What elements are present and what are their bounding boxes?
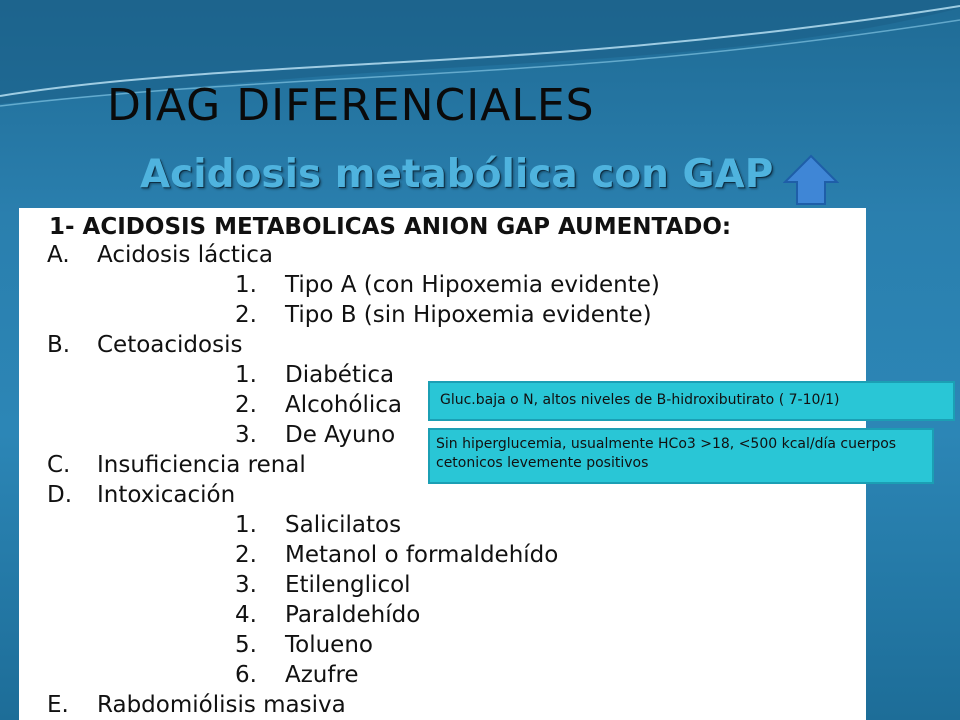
sub-item xyxy=(235,302,652,328)
sub-item xyxy=(235,632,373,658)
section-item xyxy=(47,332,242,358)
sub-item-label: Tipo A (con Hipoxemia evidente) xyxy=(285,272,660,298)
sub-item-marker: 6. xyxy=(235,662,257,688)
slide-subtitle: Acidosis metabólica con GAP xyxy=(140,152,774,197)
sub-item-marker: 2. xyxy=(235,392,257,418)
sub-item xyxy=(235,662,359,688)
section-label: Rabdomiólisis masiva xyxy=(97,692,346,718)
sub-item xyxy=(235,572,411,598)
section-label: Cetoacidosis xyxy=(97,332,243,358)
sub-item-label: Paraldehído xyxy=(285,602,421,628)
sub-item-label: Salicilatos xyxy=(285,512,402,538)
section-marker: B. xyxy=(47,332,71,358)
callout-alcoholic: Gluc.baja o N, altos niveles de B-hidroxibutirato ( 7-10/1) xyxy=(428,381,955,421)
sub-item-marker: 3. xyxy=(235,422,257,448)
sub-item-label: Alcohólica xyxy=(285,392,403,418)
sub-item-marker: 2. xyxy=(235,302,257,328)
sub-item-marker: 3. xyxy=(235,572,257,598)
sub-item xyxy=(235,362,394,388)
sub-item-marker: 2. xyxy=(235,542,257,568)
section-label: Acidosis láctica xyxy=(97,242,273,268)
sub-item-label: Diabética xyxy=(285,362,395,388)
sub-item-marker: 1. xyxy=(235,512,257,538)
section-item xyxy=(47,242,273,268)
sub-item-marker: 5. xyxy=(235,632,257,658)
callout-fasting: Sin hiperglucemia, usualmente HCo3 >18, <500 kcal/día cuerpos cetonicos levemente positivos xyxy=(428,428,934,484)
sub-item xyxy=(235,422,395,448)
sub-item-label: Tolueno xyxy=(285,632,373,658)
sub-item-label: Azufre xyxy=(285,662,359,688)
document-heading: 1- ACIDOSIS METABOLICAS ANION GAP AUMENTADO: xyxy=(49,214,732,240)
sub-item-label: Metanol o formaldehído xyxy=(285,542,559,568)
sub-item xyxy=(235,542,558,568)
section-label: Intoxicación xyxy=(97,482,236,508)
sub-item-label: Tipo B (sin Hipoxemia evidente) xyxy=(285,302,652,328)
section-marker: C. xyxy=(47,452,71,478)
section-marker: E. xyxy=(47,692,69,718)
sub-item-marker: 1. xyxy=(235,362,257,388)
section-item xyxy=(47,482,235,508)
up-arrow-icon[interactable] xyxy=(783,154,839,206)
section-marker: A. xyxy=(47,242,70,268)
sub-item-marker: 1. xyxy=(235,272,257,298)
sub-item xyxy=(235,602,420,628)
sub-item xyxy=(235,272,660,298)
sub-item-label: Etilenglicol xyxy=(285,572,411,598)
sub-item xyxy=(235,512,401,538)
section-item xyxy=(47,692,346,718)
sub-item-marker: 4. xyxy=(235,602,257,628)
section-marker: D. xyxy=(47,482,73,508)
slide-title: DIAG DIFERENCIALES xyxy=(107,80,595,131)
section-label: Insuficiencia renal xyxy=(97,452,306,478)
section-item xyxy=(47,452,306,478)
sub-item-label: De Ayuno xyxy=(285,422,396,448)
sub-item xyxy=(235,392,402,418)
